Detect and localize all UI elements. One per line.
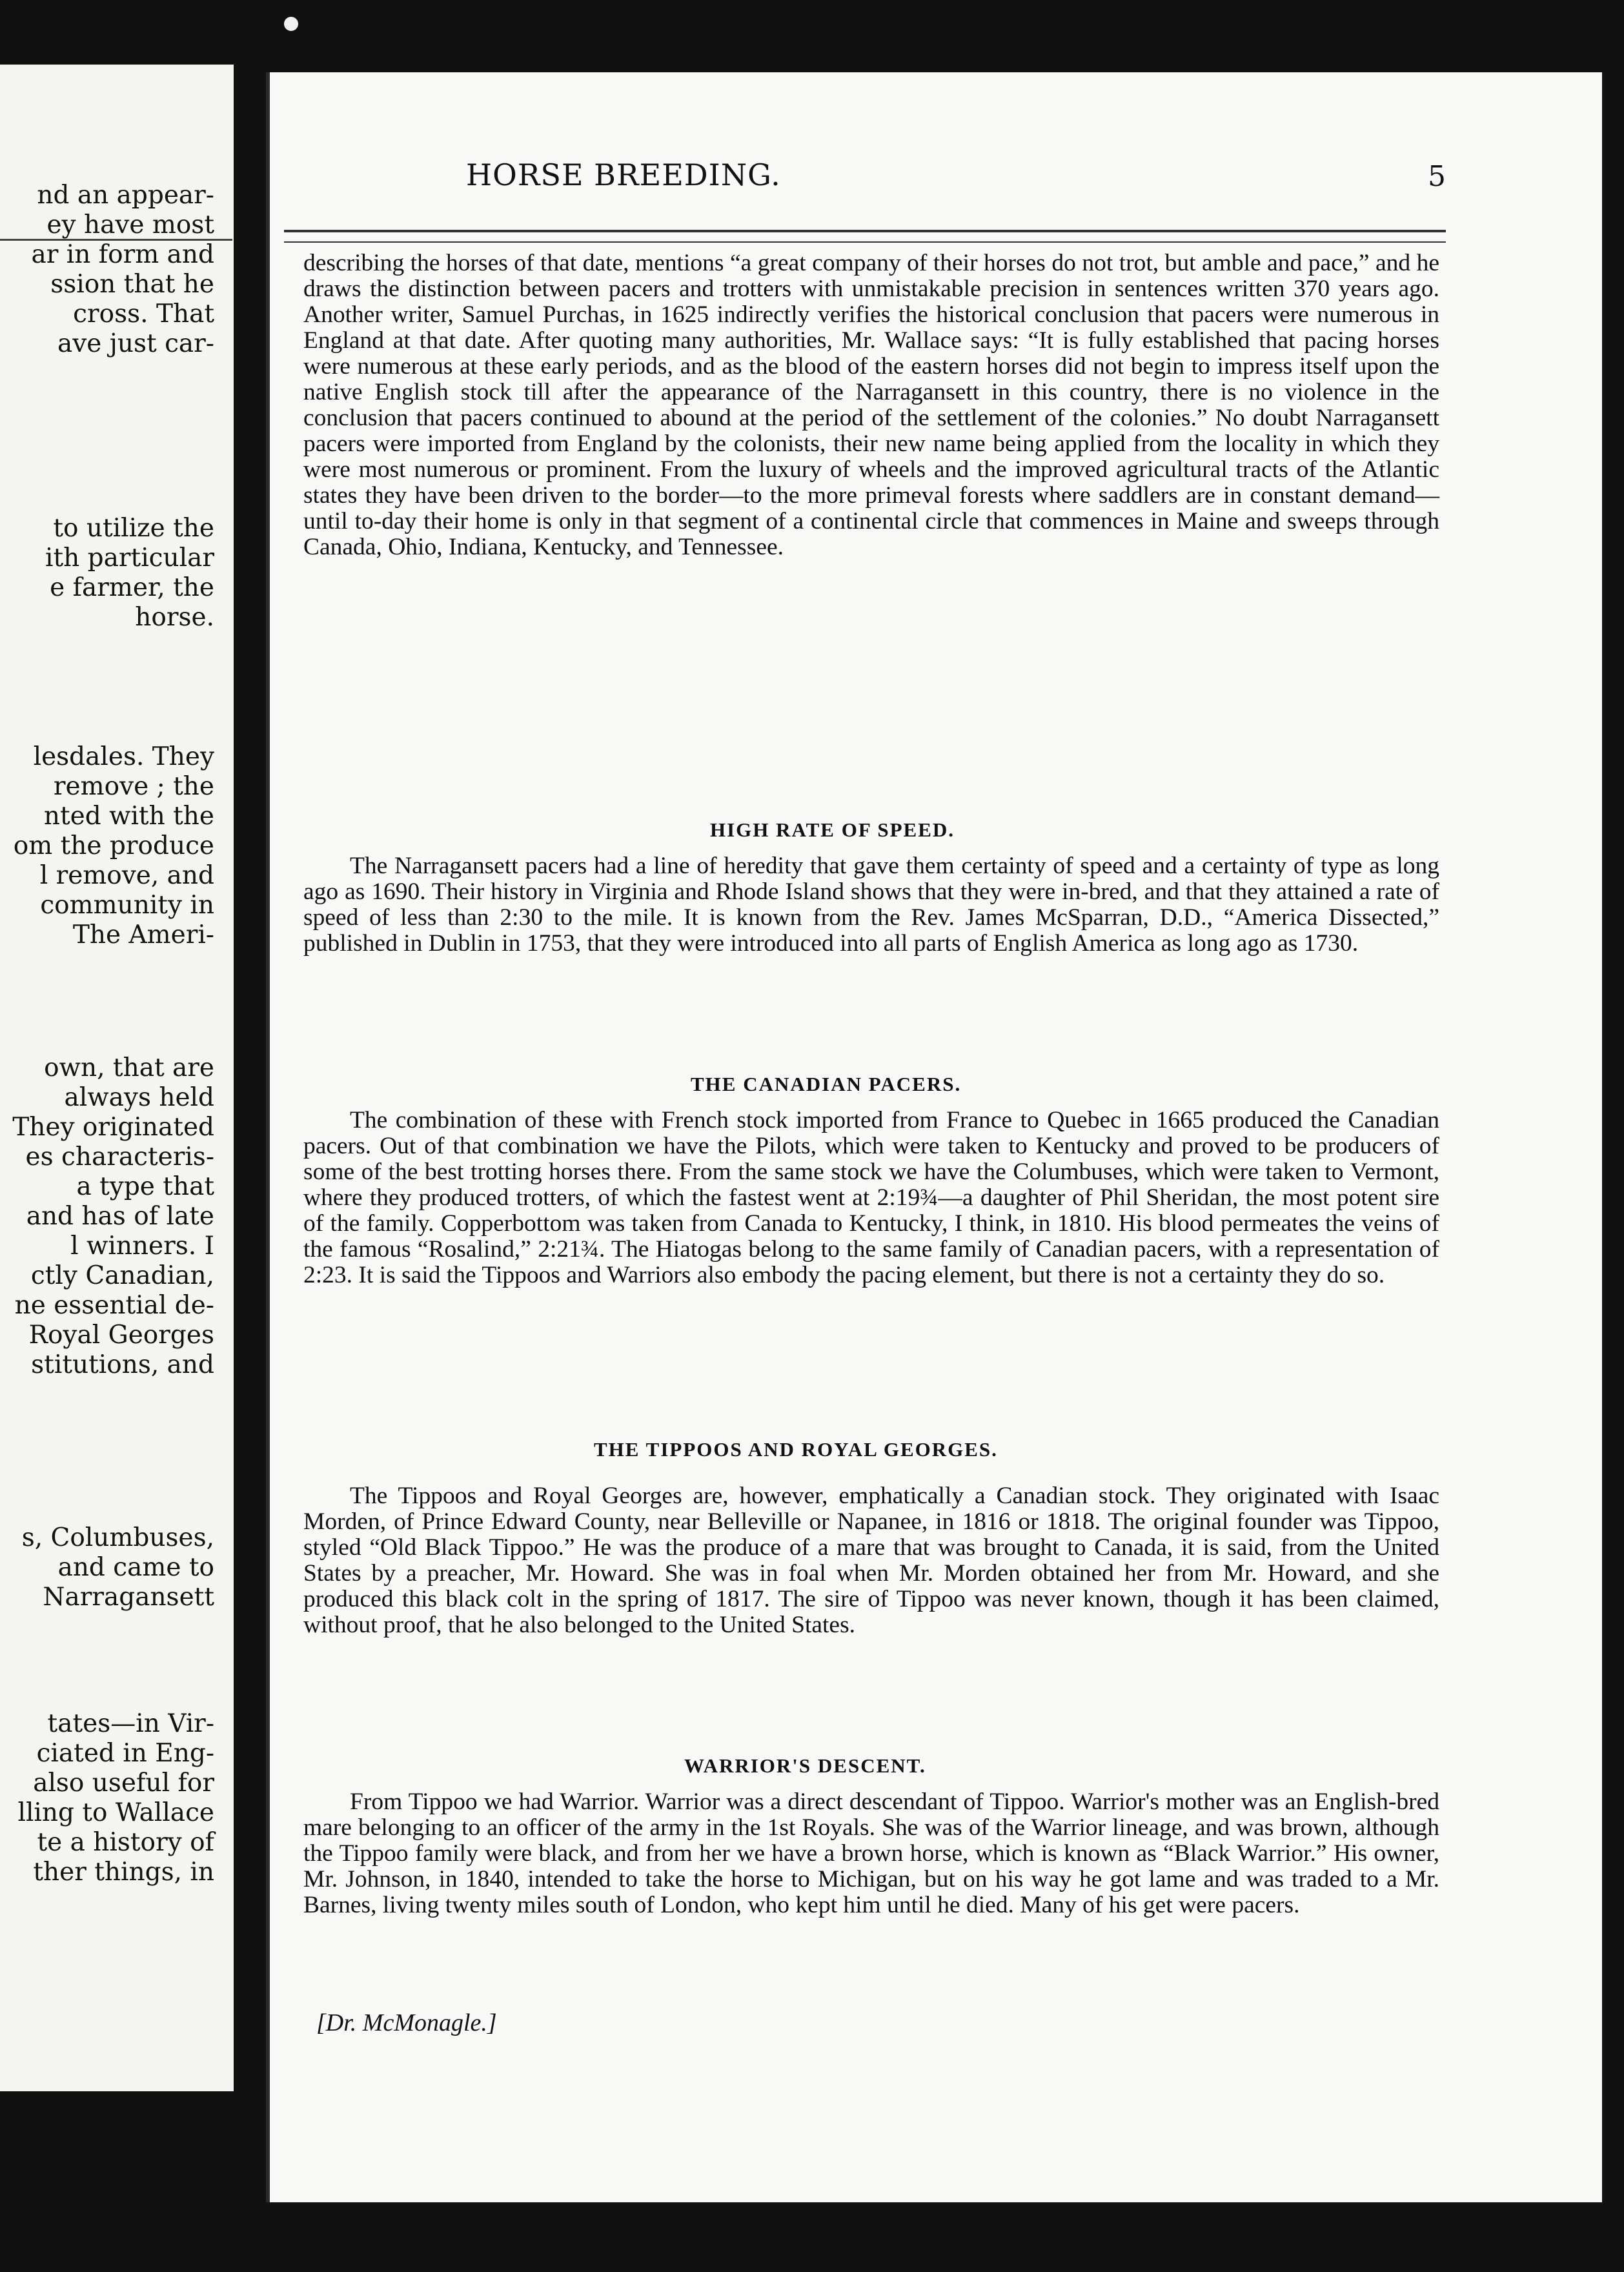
section-canadian-pacers [303, 1108, 1439, 1288]
signature: [Dr. McMonagle.] [316, 2009, 497, 2036]
intro-paragraph [303, 250, 1439, 560]
facing-page-line: ar in form and [31, 240, 214, 269]
facing-page-line: lesdales. They [33, 742, 214, 771]
facing-page-line: The Ameri- [72, 920, 214, 949]
facing-page-line: ave just car- [57, 329, 214, 358]
facing-page-line: ther things, in [33, 1858, 214, 1887]
section-text: From Tippoo we had Warrior. Warrior was a direct descendant of Tippoo. Warrior's mother was an English-bred mare belonging to an officer of the army in the 1st Royals. She was of the Warrior lineage, and was brown, although the Tippoo family were black, and from her we have a brown horse, which is known as “Black Warrior.” His owner, Mr. Johnson, in 1840, intended to take the horse to Michigan, but on his way he got lame and was traded to a Mr. Barnes, living twenty miles south of London, who kept him until he died. Many of his get were pacers. [303, 1789, 1439, 1918]
facing-page-line: own, that are [44, 1053, 214, 1082]
facing-page-line: om the produce [13, 831, 214, 860]
section-text: The Tippoos and Royal Georges are, however, emphatically a Canadian stock. They originated with Isaac Morden, of Prince Edward County, near Belleville or Napanee, in 1816 or 1818. The original founder was Tippoo, styled “Old Black Tippoo.” He was the produce of a mare that was brought to Canada, it is said, from the United States by a preacher, Mr. Howard. She was in foal when Mr. Morden obtained her from Mr. Howard, and she produced this black colt in the spring of 1817. The sire of Tippoo was never known, though it has been claimed, without proof, that he also belonged to the United States. [303, 1483, 1439, 1638]
facing-page-line: community in [40, 891, 214, 920]
facing-page-line: horse. [135, 603, 214, 632]
facing-page-line: nd an appear- [37, 181, 214, 210]
facing-page-line: ith particular [45, 543, 214, 573]
facing-page-line: remove ; the [53, 772, 214, 801]
section-warriors-descent [303, 1789, 1439, 1918]
facing-page-line: l winners. I [70, 1232, 214, 1261]
heading-canadian-pacers: THE CANADIAN PACERS. [691, 1073, 962, 1095]
facing-page-fragment [0, 65, 234, 2091]
facing-page-line: lling to Wallace [17, 1798, 214, 1827]
heading-high-rate-of-speed: HIGH RATE OF SPEED. [710, 818, 955, 841]
facing-page-line: always held [64, 1083, 214, 1112]
facing-page-line: Narragansett [43, 1583, 214, 1612]
facing-page-line: stitutions, and [31, 1350, 214, 1379]
section-tippoos-royal-georges [303, 1483, 1439, 1638]
facing-page-line: Royal Georges [28, 1321, 214, 1350]
facing-page-line: ciated in Eng- [36, 1739, 214, 1768]
page-number: 5 [1428, 160, 1446, 193]
section-text: The Narragansett pacers had a line of heredity that gave them certainty of speed and a certainty of type as long ago as 1690. Their history in Virginia and Rhode Island shows that they were in-bred, and that they attained a rate of speed of less than 2:30 to the mile. It is known from the Rev. James McSparran, D.D., “America Dissected,” published in Dublin in 1753, that they were introduced into all parts of English America as long ago as 1730. [303, 853, 1439, 957]
facing-page-line: te a history of [37, 1828, 214, 1857]
facing-page-line: s, Columbuses, [21, 1523, 214, 1552]
section-high-rate-of-speed [303, 853, 1439, 957]
facing-page-line: and came to [57, 1553, 214, 1582]
running-head: HORSE BREEDING. [466, 157, 781, 192]
facing-page-line: ctly Canadian, [30, 1261, 214, 1290]
section-text: The combination of these with French stock imported from France to Quebec in 1665 produced the Canadian pacers. Out of that combination we have the Pilots, which were taken to Kentucky and proved to be producers of some of the best trotting horses there. From the same stock we have the Columbuses, which were taken to Vermont, where they produced trotters, of which the fastest went at 2:19¾—a daughter of Phil Sheridan, the most potent sire of the family. Copperbottom was taken from Canada to Kentucky, I think, in 1810. His blood permeates the veins of the famous “Rosalind,” 2:21¾. The Hiatogas belong to the same family of Canadian pacers, with a representation of 2:23. It is said the Tippoos and Warriors also embody the pacing element, but there is not a certainty they do so. [303, 1107, 1439, 1288]
facing-page-line: nted with the [43, 802, 214, 831]
facing-page-line: to utilize the [53, 514, 214, 543]
facing-page-line: ssion that he [50, 270, 214, 299]
facing-page-line: e farmer, the [50, 573, 214, 602]
facing-page-line: l remove, and [39, 861, 214, 890]
facing-page-line: es characteris- [25, 1142, 214, 1172]
facing-page-line: ey have most [46, 210, 214, 239]
facing-page-line: also useful for [33, 1769, 214, 1798]
facing-page-line: cross. That [73, 299, 214, 329]
heading-tippoos-royal-georges: THE TIPPOOS AND ROYAL GEORGES. [594, 1438, 998, 1461]
intro-text: describing the horses of that date, mentions “a great company of their horses do not trot, but amble and pace,” and he draws the distinction between pacers and trotters with unmistakable precision in sentences written 370 years ago. Another writer, Samuel Purchas, in 1625 indirectly verifies the historical conclusion that pacers were numerous in England at that date. After quoting many authorities, Mr. Wallace says: “It is fully established that pacing horses were numerous at these early periods, and as the blood of the eastern horses did not begin to impress itself upon the native English stock till after the appearance of the Narragansett in this country, there is no violence in the conclusion that pacers continued to abound at the period of the settlement of the colonies.” No doubt Narragansett pacers were imported from England by the colonists, their new name being applied from the locality in which they were most numerous or prominent. From the luxury of wheels and the improved agricultural tracts of the Atlantic states they have been driven to the border—to the more primeval forests where saddlers are in constant demand—until to-day their home is only in that segment of a continental circle that commences in Maine and sweeps through Canada, Ohio, Indiana, Kentucky, and Tennessee. [303, 250, 1439, 560]
header-rule [284, 230, 1446, 243]
facing-page-line: They originated [12, 1113, 214, 1142]
punch-hole [284, 17, 298, 31]
facing-page-line: a type that [76, 1172, 214, 1201]
heading-warriors-descent: WARRIOR'S DESCENT. [684, 1754, 926, 1777]
facing-page-line: and has of late [26, 1202, 214, 1231]
facing-page-line: tates—in Vir- [47, 1709, 214, 1738]
facing-page-line: ne essential de- [14, 1291, 214, 1320]
